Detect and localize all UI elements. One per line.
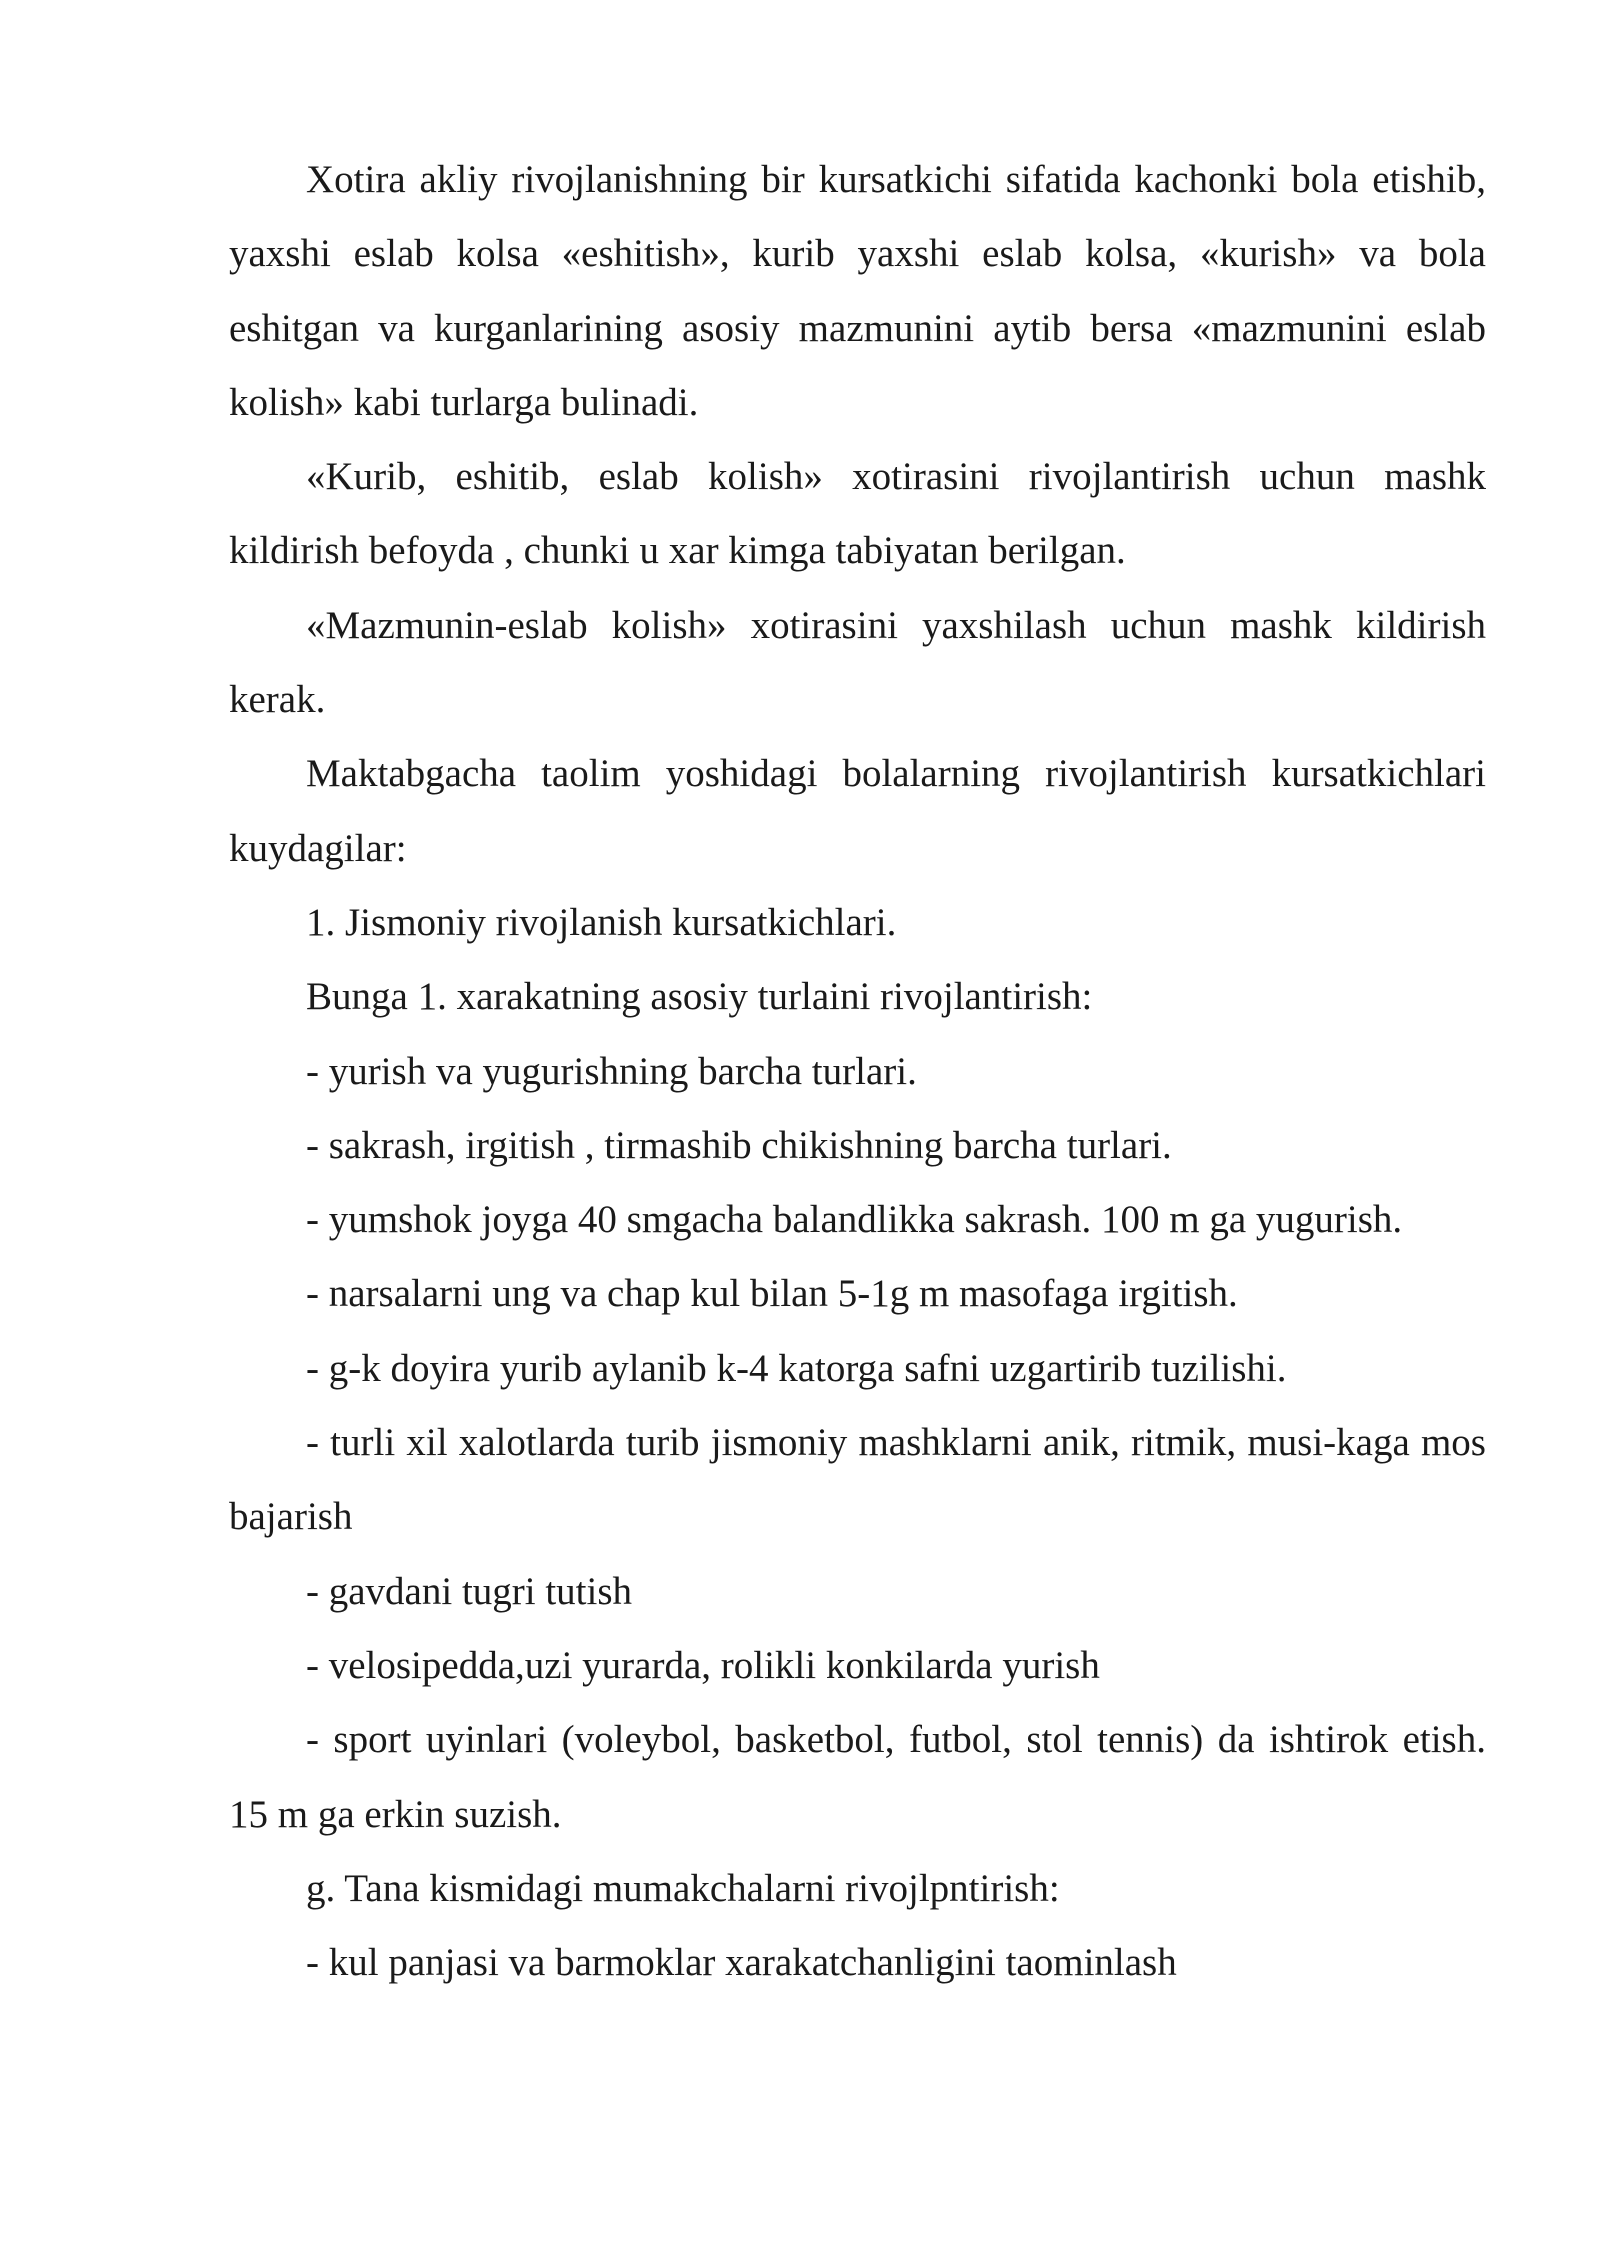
list-item-rhythmic-exercises: - turli xil xalotlarda turib jismoniy mashklarni anik, ritmik, musi-kaga mos bajarish — [229, 1421, 1486, 1539]
paragraph-see-hear-remember: «Kurib, eshitib, eslab kolish» xotirasini rivojlantirish uchun mashk kildirish befoyda , chunki u xar kimga tabiyatan berilgan. — [229, 455, 1486, 573]
document-body — [229, 143, 1486, 2000]
paragraph-memory-types: Xotira akliy rivojlanishning bir kursatkichi sifatida kachonki bola etishib, yaxshi eslab kolsa «eshitish», kurib yaxshi eslab kolsa, «kurish» va bola eshitgan va kurganlarining asosiy mazmunini aytib bersa «mazmunini eslab kolish» kabi turlarga bulinadi. — [229, 158, 1486, 424]
list-item-jumping-throwing: - sakrash, irgitish , tirmashib chikishning barcha turlari. — [306, 1123, 1172, 1167]
paragraph-small-muscles: g. Tana kismidagi mumakchalarni rivojlpntirish: — [306, 1866, 1060, 1910]
list-item-walking-running: - yurish va yugurishning barcha turlari. — [306, 1049, 917, 1093]
list-item-circle-formation: - g-k doyira yurib aylanib k-4 katorga safni uzgartirib tuzilishi. — [306, 1346, 1287, 1390]
list-item-sport-games: - sport uyinlari (voleybol, basketbol, futbol, stol tennis) da ishtirok etish. 15 m ga erkin suzish. — [229, 1718, 1486, 1836]
paragraph-meaning-memory: «Mazmunin-eslab kolish» xotirasini yaxshilash uchun mashk kildirish kerak. — [229, 603, 1486, 722]
list-item-hand-fingers: - kul panjasi va barmoklar xarakatchanligini taominlash — [306, 1941, 1177, 1985]
list-item-soft-jump: - yumshok joyga 40 smgacha balandlikka sakrash. 100 m ga yugurish. — [306, 1198, 1403, 1242]
paragraph-physical-development: 1. Jismoniy rivojlanish kursatkichlari. — [306, 900, 897, 944]
list-item-cycling: - velosipedda,uzi yurarda, rolikli konkilarda yurish — [306, 1643, 1100, 1687]
paragraph-preschool-indicators: Maktabgacha taolim yoshidagi bolalarning rivojlantirish kursatkichlari kuydagilar: — [229, 752, 1486, 870]
paragraph-basic-movements: Bunga 1. xarakatning asosiy turlaini rivojlantirish: — [306, 975, 1093, 1019]
list-item-throwing-objects: - narsalarni ung va chap kul bilan 5-1g m masofaga irgitish. — [306, 1272, 1238, 1316]
list-item-posture: - gavdani tugri tutish — [306, 1569, 633, 1613]
